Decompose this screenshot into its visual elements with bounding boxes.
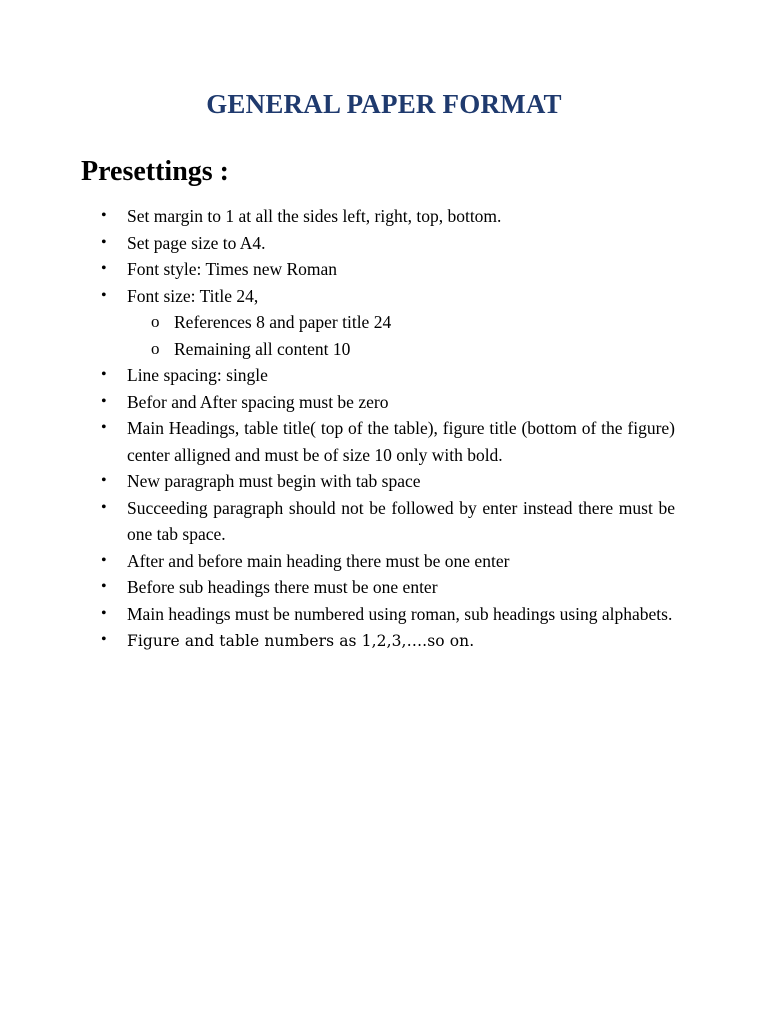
list-item-heading-numbering [0, 601, 675, 628]
list-item-text: Before sub headings there must be one enter [127, 577, 438, 597]
list-item-text: Set page size to A4. [127, 232, 266, 253]
list-item-text: Set margin to 1 at all the sides left, right, top, bottom. [127, 206, 502, 226]
sub-list-item-remaining [0, 336, 674, 363]
bullet-icon: • [101, 498, 107, 516]
bullet-icon: • [101, 631, 107, 648]
bullet-icon: • [101, 472, 107, 489]
list-item-text: Befor and After spacing must be zero [127, 391, 389, 412]
list-item-succeeding-paragraph [0, 495, 675, 548]
bullet-icon: • [101, 578, 107, 595]
circle-bullet-icon: o [151, 338, 160, 358]
bullet-icon: • [101, 207, 107, 224]
list-item-text: Main headings must be numbered using roman, sub headings using alphabets. [127, 603, 673, 624]
sub-list-item-text: Remaining all content 10 [174, 338, 351, 359]
sub-list-item-references [0, 309, 674, 336]
list-item-page-size [0, 230, 675, 257]
list-item-new-paragraph [0, 468, 675, 495]
circle-bullet-icon: o [151, 312, 160, 331]
bullet-icon: • [101, 366, 107, 383]
document-title: GENERAL PAPER FORMAT [206, 89, 562, 119]
list-item-before-after-spacing [0, 389, 675, 416]
bullet-icon: • [101, 551, 107, 569]
list-item-text: New paragraph must begin with tab space [127, 471, 421, 491]
presettings-list [0, 203, 768, 655]
list-item-text: Figure and table numbers as 1,2,3,….so on. [127, 632, 475, 650]
list-item-text: Font size: Title 24, [127, 285, 259, 306]
bullet-icon: • [101, 392, 107, 410]
list-item-line-spacing [0, 362, 675, 389]
bullet-icon: • [101, 260, 107, 277]
list-item-figure-table-numbers [0, 627, 675, 655]
bullet-icon: • [101, 419, 107, 436]
list-item-text: Succeeding paragraph should not be followed by enter instead there must be one tab space. [127, 497, 675, 544]
section-heading-presettings: Presettings : [81, 156, 229, 187]
list-item-font-style [0, 256, 675, 283]
list-item-margin [0, 203, 675, 230]
list-item-headings-titles [0, 415, 675, 468]
bullet-icon: • [101, 604, 107, 622]
list-item-sub-heading-enter [0, 574, 675, 601]
list-item-text: Font style: Times new Roman [127, 259, 338, 279]
bullet-icon: • [101, 233, 107, 251]
list-item-main-heading-enter [0, 548, 675, 575]
list-item-text: After and before main heading there must be one enter [127, 550, 510, 571]
list-item-text: Main Headings, table title( top of the table), figure title (bottom of the figure) center alligned and must be of size 10 only with bold. [127, 418, 675, 465]
bullet-icon: • [101, 286, 107, 304]
list-item-font-size [0, 283, 675, 310]
sub-list-item-text: References 8 and paper title 24 [174, 312, 392, 332]
list-item-text: Line spacing: single [127, 365, 268, 385]
